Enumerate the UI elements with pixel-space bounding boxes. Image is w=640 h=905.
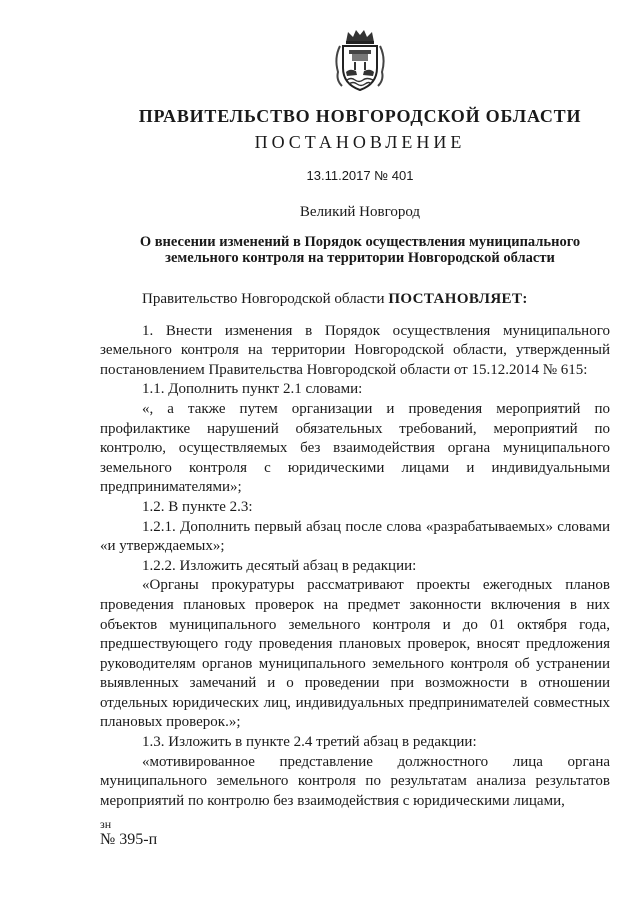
subject-line: О внесении изменений в Порядок осуществления муниципального	[139, 234, 581, 250]
document-body	[100, 290, 610, 811]
paragraph: «Органы прокуратуры рассматривают проекты ежегодных планов проведения плановых проверок на предмет законности включения в них объектов муниципального земельного контроля и до 01 октября года, предшествующего году проведения плановых проверок, вносят предложения руководителям органов муниципального земельного контроля об устранении выявленных замечаний и о проведении при возможности в отношении отдельных юридических лиц, индивидуальных предпринимателей совместных плановых проверок.»;	[100, 577, 610, 731]
novgorod-coat-of-arms-icon	[332, 28, 388, 94]
government-title: ПРАВИТЕЛЬСТВО НОВГОРОДСКОЙ ОБЛАСТИ	[138, 106, 582, 126]
footer-number: № 395-п	[100, 831, 158, 848]
paragraph: 1.2.2. Изложить десятый абзац в редакции:	[142, 557, 417, 574]
paragraph: 1.1. Дополнить пункт 2.1 словами:	[142, 381, 363, 398]
paragraph: «, а также путем организации и проведения мероприятий по профилактике нарушений обязательных требований, мероприятий по контролю, осуществляемых без взаимодействия органа муниципального земельного контроля с юридическими лицами и индивидуальными предпринимателями»;	[100, 400, 610, 496]
lead-prefix: Правительство Новгородской области	[142, 291, 389, 307]
city: Великий Новгород	[299, 204, 421, 220]
footer-initials: зн	[100, 817, 112, 831]
subject-heading	[60, 234, 640, 266]
paragraph: «мотивированное представление должностного лица органа муниципального земельного контроля по результатам анализа результатов мероприятий по контролю без взаимодействия с юридическими лицами,	[100, 753, 610, 809]
subject-line: земельного контроля на территории Новгородской области	[165, 250, 555, 266]
paragraph: 1.3. Изложить в пункте 2.4 третий абзац в редакции:	[142, 734, 477, 751]
date-number: 13.11.2017 № 401	[306, 168, 414, 183]
paragraph: 1.2.1. Дополнить первый абзац после слова «разрабатываемых» словами «и утверждаемых»;	[100, 518, 610, 555]
paragraph: 1. Внести изменения в Порядок осуществления муниципального земельного контроля на территории Новгородской области, утвержденный постановлением Правительства Новгородской области от 15.12.2014 № 615:	[100, 322, 610, 378]
paragraph: 1.2. В пункте 2.3:	[142, 498, 253, 515]
lead-paragraph	[100, 290, 610, 310]
lead-caps: ПОСТАНОВЛЯЕТ:	[388, 291, 528, 307]
footer	[100, 818, 157, 849]
document-type: ПОСТАНОВЛЕНИЕ	[254, 132, 466, 152]
